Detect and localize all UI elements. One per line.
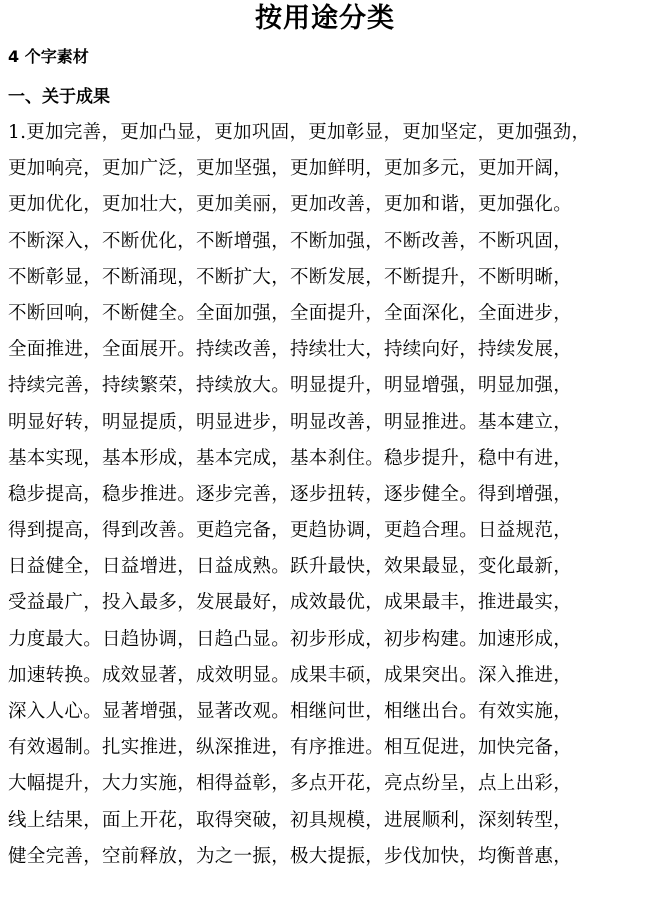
text-line: 健全完善，空前释放，为之一振，极大提振，步伐加快，均衡普惠，: [8, 845, 573, 867]
document-subtitle: 4 个字素材: [8, 47, 89, 66]
text-line: 更加优化，更加壮大，更加美丽，更加改善，更加和谐，更加强化。: [8, 194, 573, 216]
text-line: 深入人心。显著增强，显著改观。相继问世，相继出台。有效实施，: [8, 701, 573, 722]
text-line: 力度最大。日趋协调，日趋凸显。初步形成，初步构建。加速形成，: [8, 628, 573, 650]
text-line: 稳步提高，稳步推进。逐步完善，逐步扭转，逐步健全。得到增强，: [8, 483, 573, 505]
text-line: 日益健全，日益增进，日益成熟。跃升最快，效果最显，变化最新，: [8, 556, 573, 578]
text-line: 明显好转，明显提质，明显进步，明显改善，明显推进。基本建立，: [8, 411, 573, 433]
text-line: 基本实现，基本形成，基本完成，基本刹住。稳步提升，稳中有进，: [8, 447, 573, 469]
text-line: 线上结果，面上开花，取得突破，初具规模，进展顺利，深刻转型，: [8, 809, 573, 831]
text-line: 1.更加完善，更加凸显，更加巩固，更加彰显，更加坚定，更加强劲，: [8, 122, 591, 143]
text-line: 不断深入，不断优化，不断增强，不断加强，不断改善，不断巩固，: [8, 230, 573, 252]
body-text: [8, 115, 650, 875]
text-line: 持续完善，持续繁荣，持续放大。明显提升，明显增强，明显加强，: [8, 375, 573, 397]
text-line: 不断回响，不断健全。全面加强，全面提升，全面深化，全面进步，: [8, 302, 573, 324]
text-line: 更加响亮，更加广泛，更加坚强，更加鲜明，更加多元，更加开阔，: [8, 158, 573, 180]
text-line: 不断彰显，不断涌现，不断扩大，不断发展，不断提升，不断明晰，: [8, 266, 573, 288]
text-line: 大幅提升，大力实施，相得益彰，多点开花，亮点纷呈，点上出彩，: [8, 773, 573, 795]
text-line: 全面推进，全面展开。持续改善，持续壮大，持续向好，持续发展，: [8, 339, 573, 361]
section-heading: 一、关于成果: [8, 87, 110, 107]
document-title: 按用途分类: [255, 3, 395, 34]
text-line: 受益最广，投入最多，发展最好，成效最优，成果最丰，推进最实，: [8, 592, 573, 614]
text-line: 有效遏制。扎实推进，纵深推进，有序推进。相互促进，加快完备，: [8, 737, 573, 759]
text-line: 得到提高，得到改善。更趋完备，更趋协调，更趋合理。日益规范，: [8, 520, 573, 542]
text-line: 加速转换。成效显著，成效明显。成果丰硕，成果突出。深入推进，: [8, 664, 573, 686]
